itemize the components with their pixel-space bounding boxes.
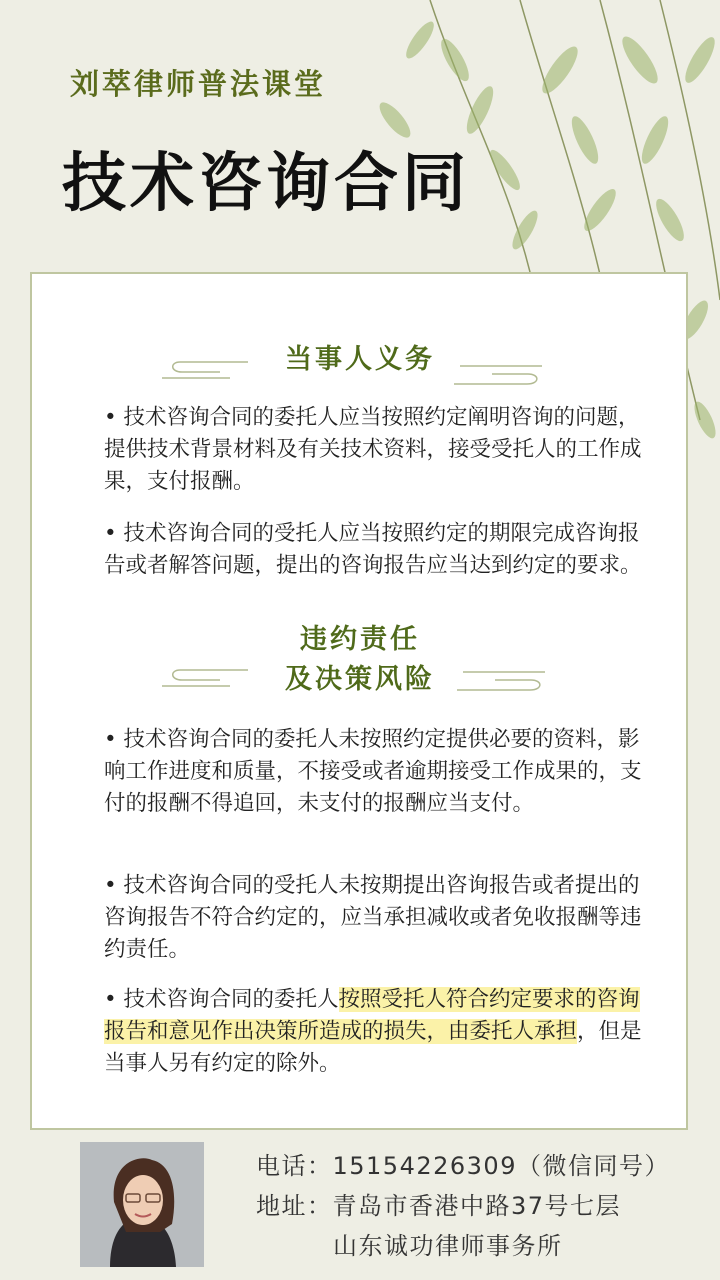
page-title: 技术咨询合同 [62, 146, 470, 221]
footer-phone [256, 1146, 670, 1181]
heading-swirl-right-2 [455, 668, 550, 698]
lawyer-avatar [80, 1142, 204, 1267]
section-heading-liability [0, 620, 720, 700]
obligation-item-1: • 技术咨询合同的委托人应当按照约定阐明咨询的问题，提供技术背景材料及有关技术资料，接受受托人的工作成果，支付报酬。 [104, 405, 642, 494]
phone-value: 15154226309（微信同号） [332, 1152, 670, 1180]
footer-address [256, 1186, 621, 1221]
liability-item-3 [104, 984, 649, 1080]
phone-label: 电话： [256, 1152, 333, 1180]
highlighted-text: 按照受托人符合约定要求的咨询报告和意见作出决策所造成的损失，由委托人承担 [104, 987, 640, 1044]
course-subtitle: 刘萃律师普法课堂 [70, 67, 327, 101]
liability-item-2: • 技术咨询合同的受托人未按期提出咨询报告或者提出的咨询报告不符合约定的，应当承担减收或者免收报酬等违约责任。 [104, 873, 642, 962]
liability-item-3-before: • 技术咨询合同的委托人 [104, 987, 339, 1012]
address-value: 青岛市香港中路37号七层 [332, 1192, 622, 1220]
heading-swirl-right-1 [452, 362, 547, 392]
obligation-item-2: • 技术咨询合同的受托人应当按照约定的期限完成咨询报告或者解答问题，提出的咨询报告应当达到约定的要求。 [104, 521, 642, 578]
address-label: 地址： [256, 1192, 333, 1220]
liability-item-3-after: ，但是当事人另有约定的除外。 [104, 1019, 642, 1076]
footer-firm: 山东诚功律师事务所 [333, 1232, 563, 1260]
liability-item-1: • 技术咨询合同的委托人未按照约定提供必要的资料，影响工作进度和质量，不接受或者逾期接受工作成果的，支付的报酬不得追回，未支付的报酬应当支付。 [104, 727, 642, 816]
heading-swirl-left-2 [160, 660, 255, 690]
section-heading-line: 当事人义务 [285, 344, 435, 375]
section-heading-line: 违约责任 [300, 624, 420, 655]
section-heading-line: 及决策风险 [285, 664, 435, 695]
section-heading-obligations [0, 340, 720, 380]
